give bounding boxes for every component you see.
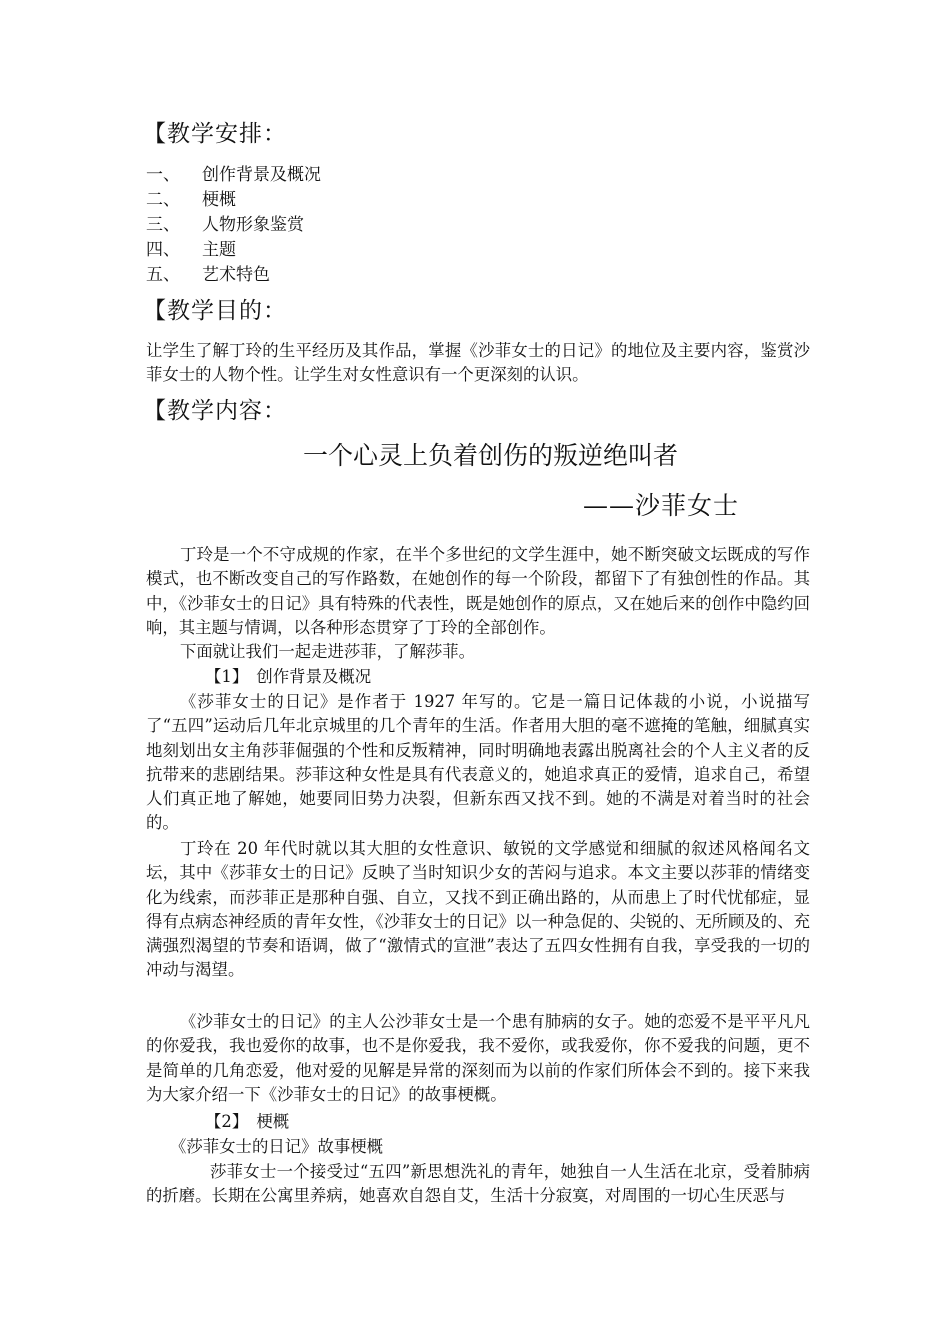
section2-paragraph: 莎菲女士一个接受过“五四”新思想洗礼的青年，她独自一人生活在北京，受着肺病的折磨。长期在公寓里养病，她喜欢自怨自艾，生活十分寂寞，对周围的一切心生厌恶与	[146, 1162, 810, 1206]
section1-paragraph: 丁玲在 20 年代时就以其大胆的女性意识、敏锐的文学感觉和细腻的叙述风格闻名文坛，其中《莎菲女士的日记》反映了当时知识少女的苦闷与追求。本文主要以莎菲的情绪变化为线索，而莎菲正是那种自强、自立，又找不到正确出路的，从而患上了时代忧郁症，显得有点病态神经质的青年女性，《沙菲女士的日记》以一种急促的、尖锐的、无所顾及的、充满强烈渴望的节奏和语调，做了“激情式的宣泄”表达了五四女性拥有自我，享受我的一切的冲动与渴望。	[146, 839, 810, 980]
section1-label: 【1】 创作背景及概况	[205, 667, 372, 686]
list-item: 四、 主题	[146, 240, 236, 260]
list-item: 二、 梗概	[146, 190, 236, 210]
section1-paragraph: 《莎菲女士的日记》是作者于 1927 年写的。它是一篇日记体裁的小说，小说描写了“五四”运动后几年北京城里的几个青年的生活。作者用大胆的毫不遮掩的笔触，细腻真实地刻划出女主角莎菲倔强的个性和反叛精神，同时明确地表露出脱离社会的个人主义者的反抗带来的悲剧结果。莎菲这种女性是具有代表意义的，她追求真正的爱情，追求自己，希望人们真正地了解她，她要同旧势力决裂，但新东西又找不到。她的不满是对着当时的社会的。	[146, 692, 810, 833]
content-heading: 【教学内容：	[143, 398, 287, 424]
intro-paragraph: 丁玲是一个不守成规的作家，在半个多世纪的文学生涯中，她不断突破文坛既成的写作模式，也不断改变自己的写作路数，在她创作的每一个阶段，都留下了有独创性的作品。其中，《沙菲女士的日记》具有特殊的代表性，既是她创作的原点，又在她后来的创作中隐约回响，其主题与情调，以各种形态贯穿了丁玲的全部创作。	[146, 545, 810, 637]
goal-paragraph: 让学生了解丁玲的生平经历及其作品，掌握《沙菲女士的日记》的地位及主要内容，鉴赏沙菲女士的人物个性。让学生对女性意识有一个更深刻的认识。	[146, 341, 810, 385]
arrangement-heading: 【教学安排：	[143, 121, 287, 147]
article-title: 一个心灵上负着创伤的叛逆绝叫者	[303, 441, 679, 470]
list-item: 三、 人物形象鉴赏	[146, 215, 304, 235]
section2-label: 【2】 梗概	[205, 1112, 290, 1131]
arrangement-list	[146, 163, 321, 288]
list-item: 一、 创作背景及概况	[146, 165, 321, 185]
intro-follow-line: 下面就让我们一起走进莎菲，了解莎菲。	[180, 642, 476, 661]
goal-heading: 【教学目的：	[143, 298, 287, 324]
section1-paragraph: 《沙菲女士的日记》的主人公沙菲女士是一个患有肺病的女子。她的恋爱不是平平凡凡的你爱我，我也爱你的故事，也不是你爱我，我不爱你，或我爱你，你不爱我的问题，更不是简单的几角恋爱，他对爱的见解是异常的深刻而为以前的作家们所体会不到的。接下来我为大家介绍一下《沙菲女士的日记》的故事梗概。	[146, 1012, 810, 1104]
article-subtitle: ——沙菲女士	[583, 491, 740, 520]
section2-title: 《莎菲女士的日记》故事梗概	[170, 1137, 384, 1156]
list-item: 五、 艺术特色	[146, 265, 270, 285]
